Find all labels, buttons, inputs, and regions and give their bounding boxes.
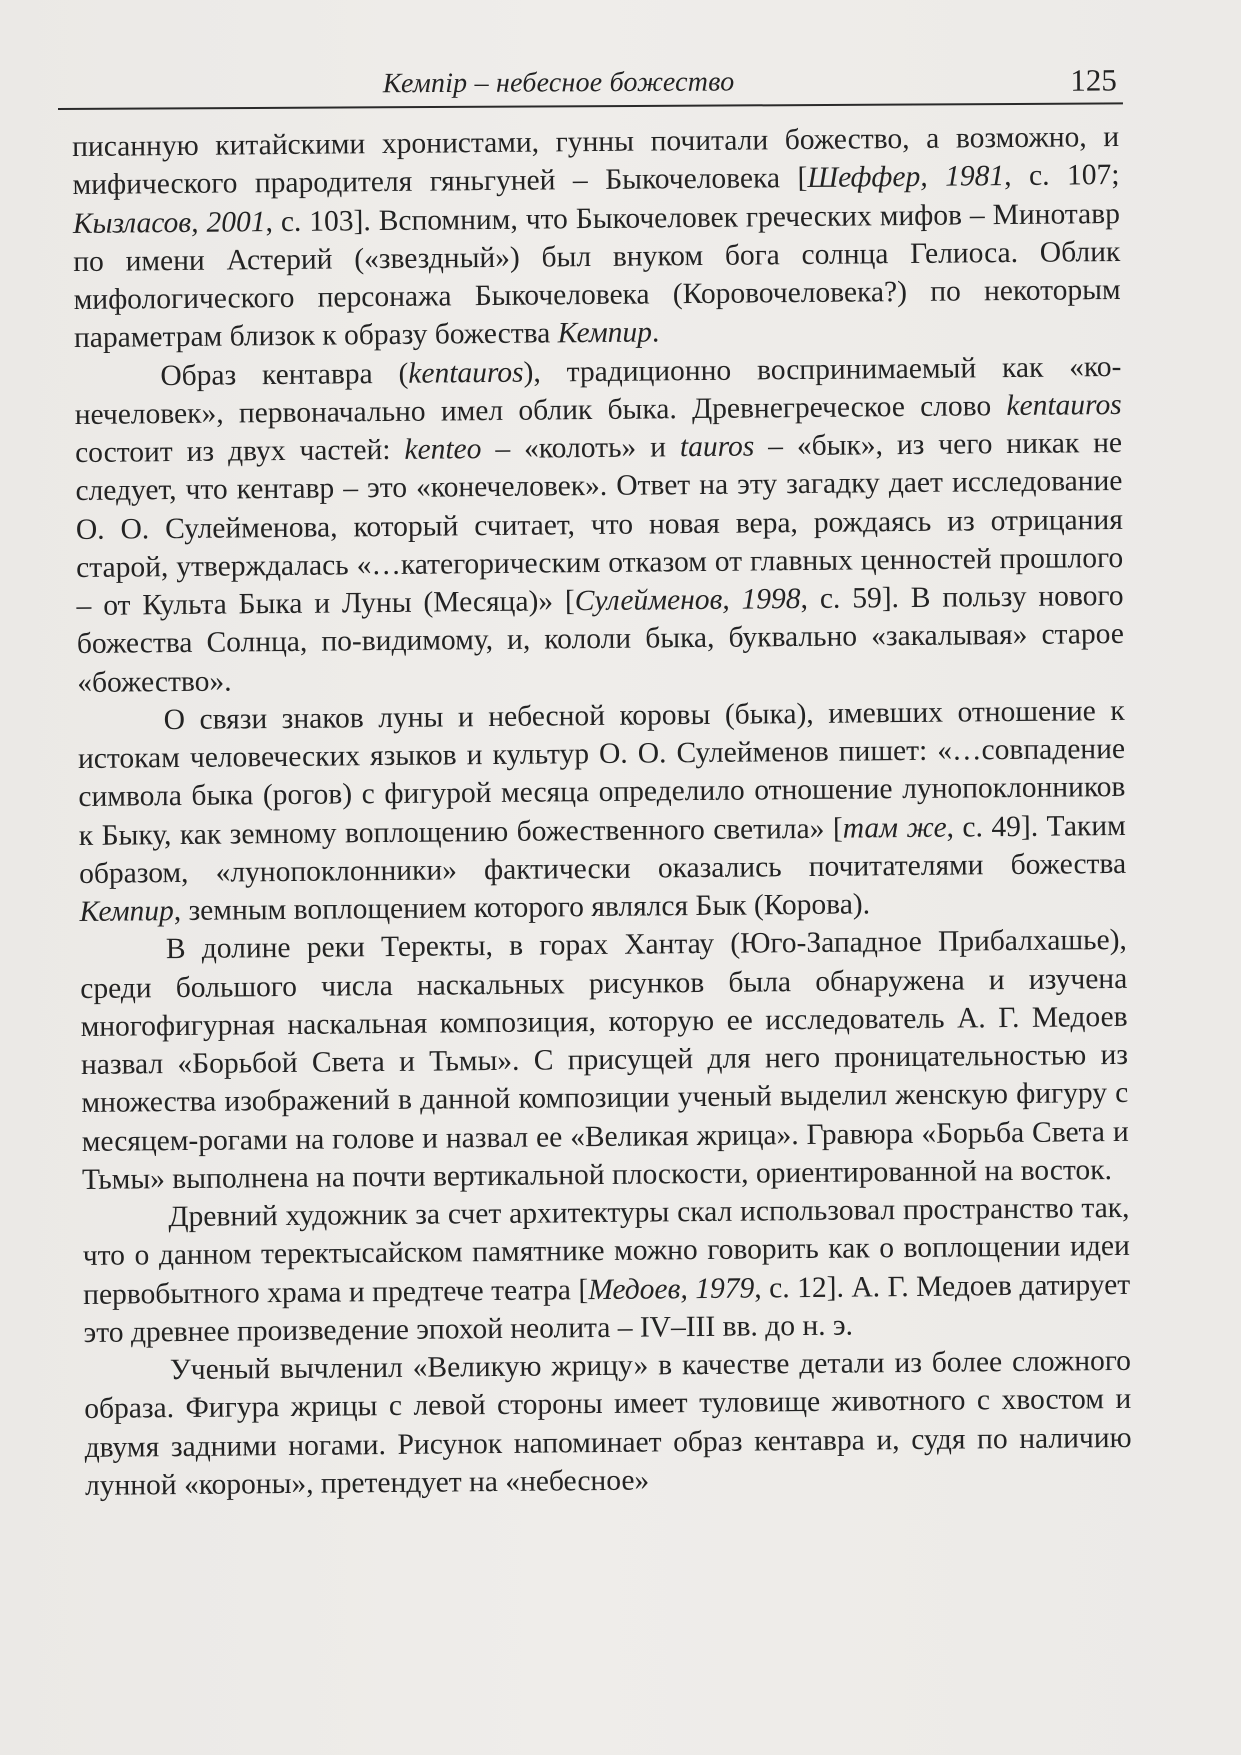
text-run: Древний художник за счет архитектуры скал использовал пространство так, что о данном теректысайском памятнике можно говорить как о воплощении идеи первобытного храма и предтече театра [ [82, 1191, 1130, 1311]
text-run: Ученый вычленил «Великую жрицу» в качестве детали из более сложного образа. Фигура жрицы с левой стороны имеет туловище животного с хвостом и двумя задними ногами. Рисунок напоминает образ кентавра и, судя по наличию лунной «короны», претендует на «небесное» [84, 1344, 1132, 1502]
paragraph-4 [80, 921, 1130, 1199]
term-kempir: Кемпир [557, 316, 653, 350]
text-run: – «колоть» и [481, 431, 681, 466]
text-run: ), традиционно воспринимаемый как «конечеловек», первоначально имел облик быка. Древнегреческое слово [74, 350, 1122, 431]
text-run: – «бык», из чего никак не следует, что кентавр – это «конечеловек». Ответ на эту загадку дает исследование О. О. Сулейменова, который считает, что новая вера, рождаясь из отрицания старой, утверждалась «…категорическим отказом от главных ценностей прошлого – от Культа Быка и Луны (Месяца)» [ [75, 426, 1124, 622]
term-kentauros: kentauros [1006, 388, 1122, 422]
text-run: , с. 103]. Вспомним, что Быкочеловек греческих мифов – Минотавр по имени Астерий («звездный») был внуком бога солнца Гелиоса. Облик мифологического персонажа Быкочеловека (Коровочеловека?) по некоторым параметрам близок к образу божества [73, 197, 1121, 355]
body-text [72, 118, 1132, 1505]
citation-shaffer: Шеффер, 1981 [807, 160, 1005, 195]
running-title: Кемпір – небесное божество [382, 66, 735, 100]
text-run: , с. 49]. Таким образом, «лунопоклонники» фактически оказались почитателями божества [79, 809, 1127, 890]
paragraph-1 [72, 118, 1121, 358]
paragraph-6 [84, 1342, 1132, 1505]
term-tauros: tauros [679, 430, 755, 464]
text-run: , с. 12]. А. Г. Медоев датирует это древнее произведение эпохой неолита – IV–III вв. до н. э. [83, 1268, 1131, 1349]
paragraph-5 [82, 1189, 1130, 1352]
term-kenteo: kenteo [404, 433, 482, 466]
term-kentauros: kentauros [408, 356, 524, 390]
citation-ibid: там же [842, 811, 947, 845]
term-kempir: Кемпир [79, 895, 174, 928]
text-run: О связи знаков луны и небесной коровы (быка), имевших отношение к истокам человеческих языков и культур О. О. Сулейменов пишет: «…совпадение символа быка (рогов) с фигурой месяца определило отношение лунопоклонников к Быку, как земному воплощению божественного светила» [ [77, 694, 1126, 852]
text-run: Образ кентавра ( [160, 357, 409, 392]
text-run: , земным воплощением которого являлся Бык (Корова). [173, 888, 871, 928]
text-run: , с. 59]. В пользу нового божества Солнца, по-видимому, и, кололи быка, буквально «закалывая» старое «божество». [76, 579, 1125, 699]
paragraph-2 [74, 347, 1124, 701]
paragraph-3 [78, 692, 1127, 932]
text-run: . [651, 316, 660, 349]
text-run: писанную китайскими хронистами, гунны почитали божество, а возможно, и мифического прародителя гяньгуней – Быкочеловека [ [72, 120, 1120, 202]
page-number: 125 [1070, 62, 1117, 98]
text-run: В долине реки Теректы, в горах Хантау (Юго-Западное Прибалхашье), среди большого числа наскальных рисунков была обнаружена и изучена многофигурная наскальная композиция, которую ее исследователь А. Г. Медоев назвал «Борьбой Света и Тьмы». С присущей для него проницательностью из множества изображений в данной композиции ученый выделил женскую фигуру с месяцем-рогами на голове и назвал ее «Великая жрица». Гравюра «Борьба Света и Тьмы» выполнена на почти вертикальной плоскости, ориентированной на восток. [80, 924, 1129, 1196]
citation-medoev: Медоев, 1979 [588, 1272, 755, 1306]
text-run: состоит из двух частей: [74, 433, 405, 469]
running-header [58, 56, 1123, 110]
citation-kyzlasov: Кызласов, 2001 [72, 205, 266, 240]
text-run: , с. 107; [1004, 159, 1120, 193]
citation-suleimenov: Сулейменов, 1998 [574, 583, 801, 618]
